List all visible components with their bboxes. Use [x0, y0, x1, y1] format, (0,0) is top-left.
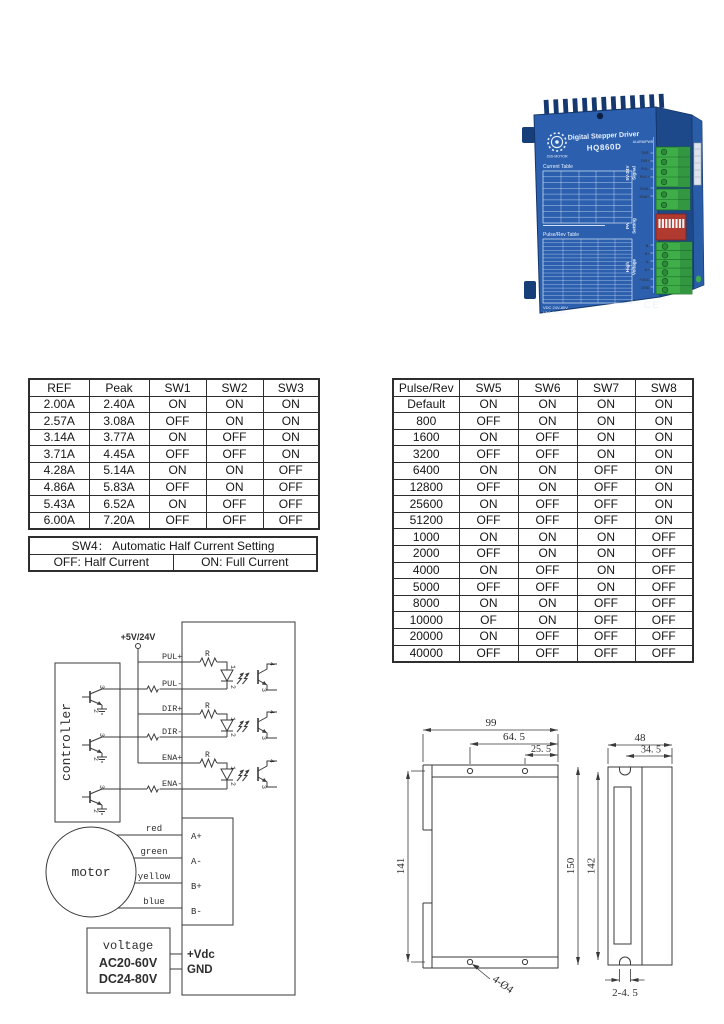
pulse-rev-table: [392, 378, 694, 663]
table-cell: OFF: [206, 446, 263, 463]
table-cell: OFF: [149, 446, 206, 463]
pin-number: 3: [260, 736, 267, 740]
table-cell: OFF: [635, 545, 693, 562]
vdc-terminal-label: +Vdc: [187, 949, 215, 961]
table-cell: OFF: [459, 479, 518, 496]
dimension-drawing: [395, 700, 710, 1020]
table-cell: OFF: [459, 645, 518, 662]
table-cell: 4.86A: [29, 479, 89, 496]
column-header: REF: [29, 379, 89, 396]
pin-label: A+: [644, 268, 650, 272]
table-cell: 3200: [393, 446, 459, 463]
pin-label: +VDC: [639, 278, 650, 282]
table-cell: ON: [518, 545, 577, 562]
table-cell: Default: [393, 396, 459, 413]
table-cell: 2.00A: [29, 396, 89, 413]
table-cell: OFF: [263, 512, 319, 529]
pin-number: 1: [229, 665, 236, 669]
resistor-label: R: [205, 702, 210, 711]
screw: [597, 113, 603, 119]
ena-plus-label: ENA+: [162, 753, 183, 763]
table-cell: OFF: [635, 595, 693, 612]
table-cell: OFF: [518, 579, 577, 596]
pin-number: 4: [268, 759, 275, 763]
table-cell: OF: [459, 612, 518, 629]
table-cell: OFF: [577, 462, 635, 479]
table-row: [393, 612, 693, 629]
voltage-ac-label: AC20-60V: [98, 956, 158, 970]
phase-terminal: A+: [191, 832, 202, 842]
table-cell: ON: [206, 413, 263, 430]
dimension-arrowheads: [406, 728, 672, 982]
mounting-tab: [524, 281, 536, 299]
table-cell: 4.28A: [29, 462, 89, 479]
table-cell: ON: [206, 479, 263, 496]
phase-terminal: A-: [191, 857, 202, 867]
column-header: SW1: [149, 379, 206, 396]
wire-color: blue: [143, 897, 165, 907]
resistor-labels: [205, 650, 210, 760]
pulse-table-label: Pulse/Rev Table: [543, 232, 580, 238]
table-cell: OFF: [635, 628, 693, 645]
table-cell: ON: [635, 462, 693, 479]
current-table-header: [29, 379, 319, 396]
table-cell: 2.40A: [89, 396, 149, 413]
phase-terminal-box: [182, 818, 233, 925]
table-cell: ON: [149, 429, 206, 446]
table-row: [29, 537, 317, 554]
table-row: [29, 429, 319, 446]
voltage-note-2: VAC 20V-60V: [543, 310, 568, 315]
pin-number: 4: [268, 662, 275, 666]
table-cell: ON: [459, 562, 518, 579]
dip-switch-block: [656, 214, 686, 240]
pul-minus-label: PUL-: [162, 679, 183, 689]
dim-holes-note: 4-Ø4: [490, 973, 516, 996]
signal-labels: [162, 652, 182, 789]
table-cell: 4000: [393, 562, 459, 579]
table-cell: OFF: [459, 579, 518, 596]
table-header-row: [393, 379, 693, 396]
table-row: [29, 512, 319, 529]
supply-terminal: [136, 644, 141, 649]
pin-number: 1: [229, 766, 236, 770]
table-cell: 5.14A: [89, 462, 149, 479]
table-cell: OFF: [635, 529, 693, 546]
table-cell: ON: [518, 413, 577, 430]
table-cell: OFF: [518, 512, 577, 529]
table-row: [393, 628, 693, 645]
pin-number: 3: [98, 685, 105, 689]
pin-number: 1: [229, 717, 236, 721]
on-note: ON: Full Current: [173, 554, 317, 571]
table-cell: OFF: [577, 612, 635, 629]
table-cell: 5000: [393, 579, 459, 596]
table-cell: 12800: [393, 479, 459, 496]
table-cell: OFF: [577, 628, 635, 645]
table-cell: 25600: [393, 496, 459, 513]
table-cell: 5.83A: [89, 479, 149, 496]
ce-mark: CE: [644, 300, 661, 311]
table-cell: 3.14A: [29, 429, 89, 446]
pin-label: DIR+: [640, 159, 650, 163]
table-cell: ON: [263, 396, 319, 413]
table-row: [29, 396, 319, 413]
table-cell: ON: [263, 429, 319, 446]
column-header: SW8: [635, 379, 693, 396]
dim-hole-to-edge2: 25. 5: [531, 744, 551, 755]
table-header-row: [29, 379, 319, 396]
pin-label: ENA+: [639, 195, 650, 199]
table-cell: 6.52A: [89, 496, 149, 513]
table-row: [29, 413, 319, 430]
ena-minus-label: ENA-: [162, 779, 183, 789]
table-cell: OFF: [459, 413, 518, 430]
current-table: [28, 378, 320, 530]
dim-overall-height: 150: [565, 857, 577, 875]
table-cell: ON: [206, 396, 263, 413]
table-cell: 1600: [393, 429, 459, 446]
driver-box: [182, 622, 295, 995]
voltage-note-1: VDC 24V-80V: [543, 305, 568, 310]
table-cell: OFF: [518, 562, 577, 579]
table-cell: ON: [577, 429, 635, 446]
table-cell: ON: [577, 529, 635, 546]
pa-group-label-1: PA: [625, 222, 630, 230]
pin-number: 2: [92, 757, 99, 761]
column-header: SW5: [459, 379, 518, 396]
table-cell: ON: [459, 628, 518, 645]
optocoupler-outputs: [258, 664, 277, 787]
table-cell: OFF: [263, 496, 319, 513]
table-cell: OFF: [459, 512, 518, 529]
table-cell: ON: [459, 429, 518, 446]
table-row: [393, 545, 693, 562]
table-row: [393, 562, 693, 579]
table-row: [29, 554, 317, 571]
pin-number: 2: [229, 685, 236, 689]
table-row: [393, 396, 693, 413]
table-cell: ON: [263, 446, 319, 463]
pin-label: PUL+: [639, 175, 650, 179]
phase-terminal-labels: [191, 832, 202, 917]
table-cell: 6.00A: [29, 512, 89, 529]
front-view-body: [432, 765, 558, 968]
table-cell: ON: [635, 496, 693, 513]
table-cell: ON: [577, 562, 635, 579]
table-cell: OFF: [518, 496, 577, 513]
column-header: SW2: [206, 379, 263, 396]
motor-label: motor: [71, 865, 111, 880]
table-row: [393, 496, 693, 513]
pin-number: 2: [92, 809, 99, 813]
pin-label: GND: [641, 286, 650, 290]
pin-number: 2: [229, 733, 236, 737]
current-table-body: [29, 396, 319, 529]
pin-label: B-: [645, 244, 650, 248]
table-row: [393, 529, 693, 546]
phase-terminal: B+: [191, 882, 202, 892]
table-row: [393, 429, 693, 446]
table-cell: 7.20A: [89, 512, 149, 529]
product-photo: [510, 85, 710, 325]
table-cell: ON: [635, 413, 693, 430]
table-cell: ON: [635, 396, 693, 413]
table-cell: OFF: [577, 496, 635, 513]
table-cell: 51200: [393, 512, 459, 529]
table-cell: ON: [518, 529, 577, 546]
table-cell: ON: [577, 545, 635, 562]
pin-number: 2: [92, 709, 99, 713]
dim-hole-spacing: 141: [395, 857, 407, 875]
table-cell: ON: [635, 512, 693, 529]
table-cell: 1000: [393, 529, 459, 546]
table-row: [393, 413, 693, 430]
table-cell: 2.57A: [29, 413, 89, 430]
table-cell: OFF: [206, 429, 263, 446]
controller-label: controller: [59, 702, 74, 782]
dim-hole-to-edge: 64. 5: [503, 731, 525, 743]
table-cell: 6400: [393, 462, 459, 479]
wire-color: red: [145, 824, 163, 834]
table-cell: OFF: [518, 429, 577, 446]
table-cell: ON: [518, 595, 577, 612]
dir-plus-label: DIR+: [162, 704, 183, 714]
pulse-table-header: [393, 379, 693, 396]
column-header: SW7: [577, 379, 635, 396]
table-cell: 5.43A: [29, 496, 89, 513]
table-cell: ON: [577, 446, 635, 463]
pa-group-label-2: Setting: [631, 218, 637, 234]
ena-terminal-block: [656, 189, 690, 210]
table-cell: ON: [635, 429, 693, 446]
wire-color-labels: [138, 824, 171, 907]
table-cell: OFF: [149, 413, 206, 430]
current-table-label: Current Table: [543, 164, 573, 170]
table-cell: 3.08A: [89, 413, 149, 430]
product-title: Digital Stepper Driver: [567, 131, 640, 142]
pin-label: DIR-: [641, 151, 650, 155]
table-cell: OFF: [518, 628, 577, 645]
table-cell: OFF: [577, 479, 635, 496]
table-row: [29, 479, 319, 496]
table-cell: OFF: [635, 579, 693, 596]
off-note: OFF: Half Current: [29, 554, 173, 571]
wire-color: yellow: [137, 872, 171, 882]
pin-number: 3: [98, 733, 105, 737]
voltage-box-title: voltage: [102, 939, 154, 953]
table-cell: ON: [149, 462, 206, 479]
table-cell: OFF: [577, 512, 635, 529]
wire-color: green: [140, 847, 168, 857]
pin-number: 2: [229, 782, 236, 786]
table-cell: 3.71A: [29, 446, 89, 463]
pin-number: 4: [268, 710, 275, 714]
dim-slot-note: 2-4. 5: [612, 987, 638, 999]
dir-minus-label: DIR-: [162, 727, 183, 737]
wiring-lines: [46, 622, 295, 995]
dim-overall-depth: 48: [634, 732, 646, 744]
table-cell: ON: [635, 446, 693, 463]
table-cell: 3.77A: [89, 429, 149, 446]
power-terminal-block: [656, 242, 692, 294]
wiring-diagram: [30, 612, 322, 1012]
phase-terminal: B-: [191, 907, 202, 917]
dim-body-height: 142: [585, 857, 598, 875]
current-table-notes: [28, 536, 318, 572]
table-cell: OFF: [635, 612, 693, 629]
table-row: [393, 512, 693, 529]
opto-light-arrows: [237, 673, 249, 781]
pul-plus-label: PUL+: [162, 652, 183, 662]
supply-label: +5V/24V: [120, 632, 156, 642]
table-cell: ON: [577, 579, 635, 596]
device-back-edge: [692, 115, 704, 289]
table-cell: ON: [459, 496, 518, 513]
micro-text-line: [543, 225, 605, 226]
table-cell: ON: [635, 479, 693, 496]
table-cell: ON: [149, 396, 206, 413]
table-row: [393, 479, 693, 496]
product-model: HQ860D: [586, 141, 622, 153]
table-cell: ON: [518, 479, 577, 496]
table-cell: OFF: [149, 479, 206, 496]
pin-label: PUL-: [640, 167, 650, 171]
dimension-outlines: [408, 730, 672, 982]
dim-body-depth: 34. 5: [641, 744, 661, 756]
table-cell: OFF: [459, 545, 518, 562]
table-cell: OFF: [518, 446, 577, 463]
table-cell: OFF: [459, 446, 518, 463]
table-cell: 40000: [393, 645, 459, 662]
table-cell: OFF: [577, 645, 635, 662]
table-cell: OFF: [635, 562, 693, 579]
table-cell: OFF: [206, 512, 263, 529]
table-cell: OFF: [263, 462, 319, 479]
dim-overall-width: 99: [485, 717, 497, 729]
power-led: [696, 276, 701, 283]
brand-label: JSS-MOTOR: [546, 154, 568, 159]
pin-label: B+: [644, 252, 650, 256]
table-cell: OFF: [577, 595, 635, 612]
table-cell: ON: [518, 612, 577, 629]
table-cell: 800: [393, 413, 459, 430]
column-header: Pulse/Rev: [393, 379, 459, 396]
pin-number: 3: [260, 688, 267, 692]
table-cell: ON: [459, 529, 518, 546]
table-row: [29, 446, 319, 463]
table-cell: ON: [206, 462, 263, 479]
table-row: [393, 595, 693, 612]
pulse-table-body: [393, 396, 693, 662]
pin-number: 3: [260, 785, 267, 789]
pin-label: ENA-: [640, 187, 650, 191]
signal-group-label-1: 5V-24V: [625, 165, 630, 181]
table-cell: 10000: [393, 612, 459, 629]
table-row: [393, 645, 693, 662]
table-cell: ON: [577, 413, 635, 430]
voltage-dc-label: DC24-80V: [98, 972, 158, 986]
pin-label: A-: [645, 260, 650, 264]
table-cell: 4.45A: [89, 446, 149, 463]
table-cell: ON: [459, 462, 518, 479]
edge-connector: [694, 143, 701, 185]
table-cell: ON: [518, 396, 577, 413]
table-cell: ON: [459, 595, 518, 612]
column-header: SW3: [263, 379, 319, 396]
table-cell: 2000: [393, 545, 459, 562]
side-view-body: [608, 767, 672, 965]
table-row: [393, 462, 693, 479]
table-row: [29, 462, 319, 479]
sw4-note: SW4： Automatic Half Current Setting: [29, 537, 317, 554]
table-row: [393, 579, 693, 596]
signal-group-label-2: Signal: [631, 166, 637, 180]
table-cell: 20000: [393, 628, 459, 645]
table-cell: ON: [459, 396, 518, 413]
gnd-terminal-label: GND: [187, 964, 213, 976]
table-cell: 8000: [393, 595, 459, 612]
table-cell: OFF: [263, 479, 319, 496]
hv-group-label-1: High: [625, 261, 630, 273]
column-header: SW6: [518, 379, 577, 396]
table-cell: ON: [149, 496, 206, 513]
resistor-label: R: [205, 650, 210, 659]
table-cell: OFF: [206, 496, 263, 513]
table-cell: ON: [263, 413, 319, 430]
table-row: [29, 496, 319, 513]
table-cell: OFF: [518, 645, 577, 662]
table-cell: ON: [518, 462, 577, 479]
table-cell: OFF: [149, 512, 206, 529]
table-cell: OFF: [635, 645, 693, 662]
column-header: Peak: [89, 379, 149, 396]
table-cell: ON: [577, 396, 635, 413]
pin-number: 3: [98, 785, 105, 789]
signal-terminal-block: [656, 147, 690, 187]
resistor-label: R: [205, 751, 210, 760]
alarm-pwr-label: ALARM/PWR: [632, 140, 654, 144]
mounting-tab: [522, 127, 535, 143]
table-row: [393, 446, 693, 463]
hv-group-label-2: Voltage: [631, 258, 637, 276]
controller-transistors: [82, 689, 107, 814]
